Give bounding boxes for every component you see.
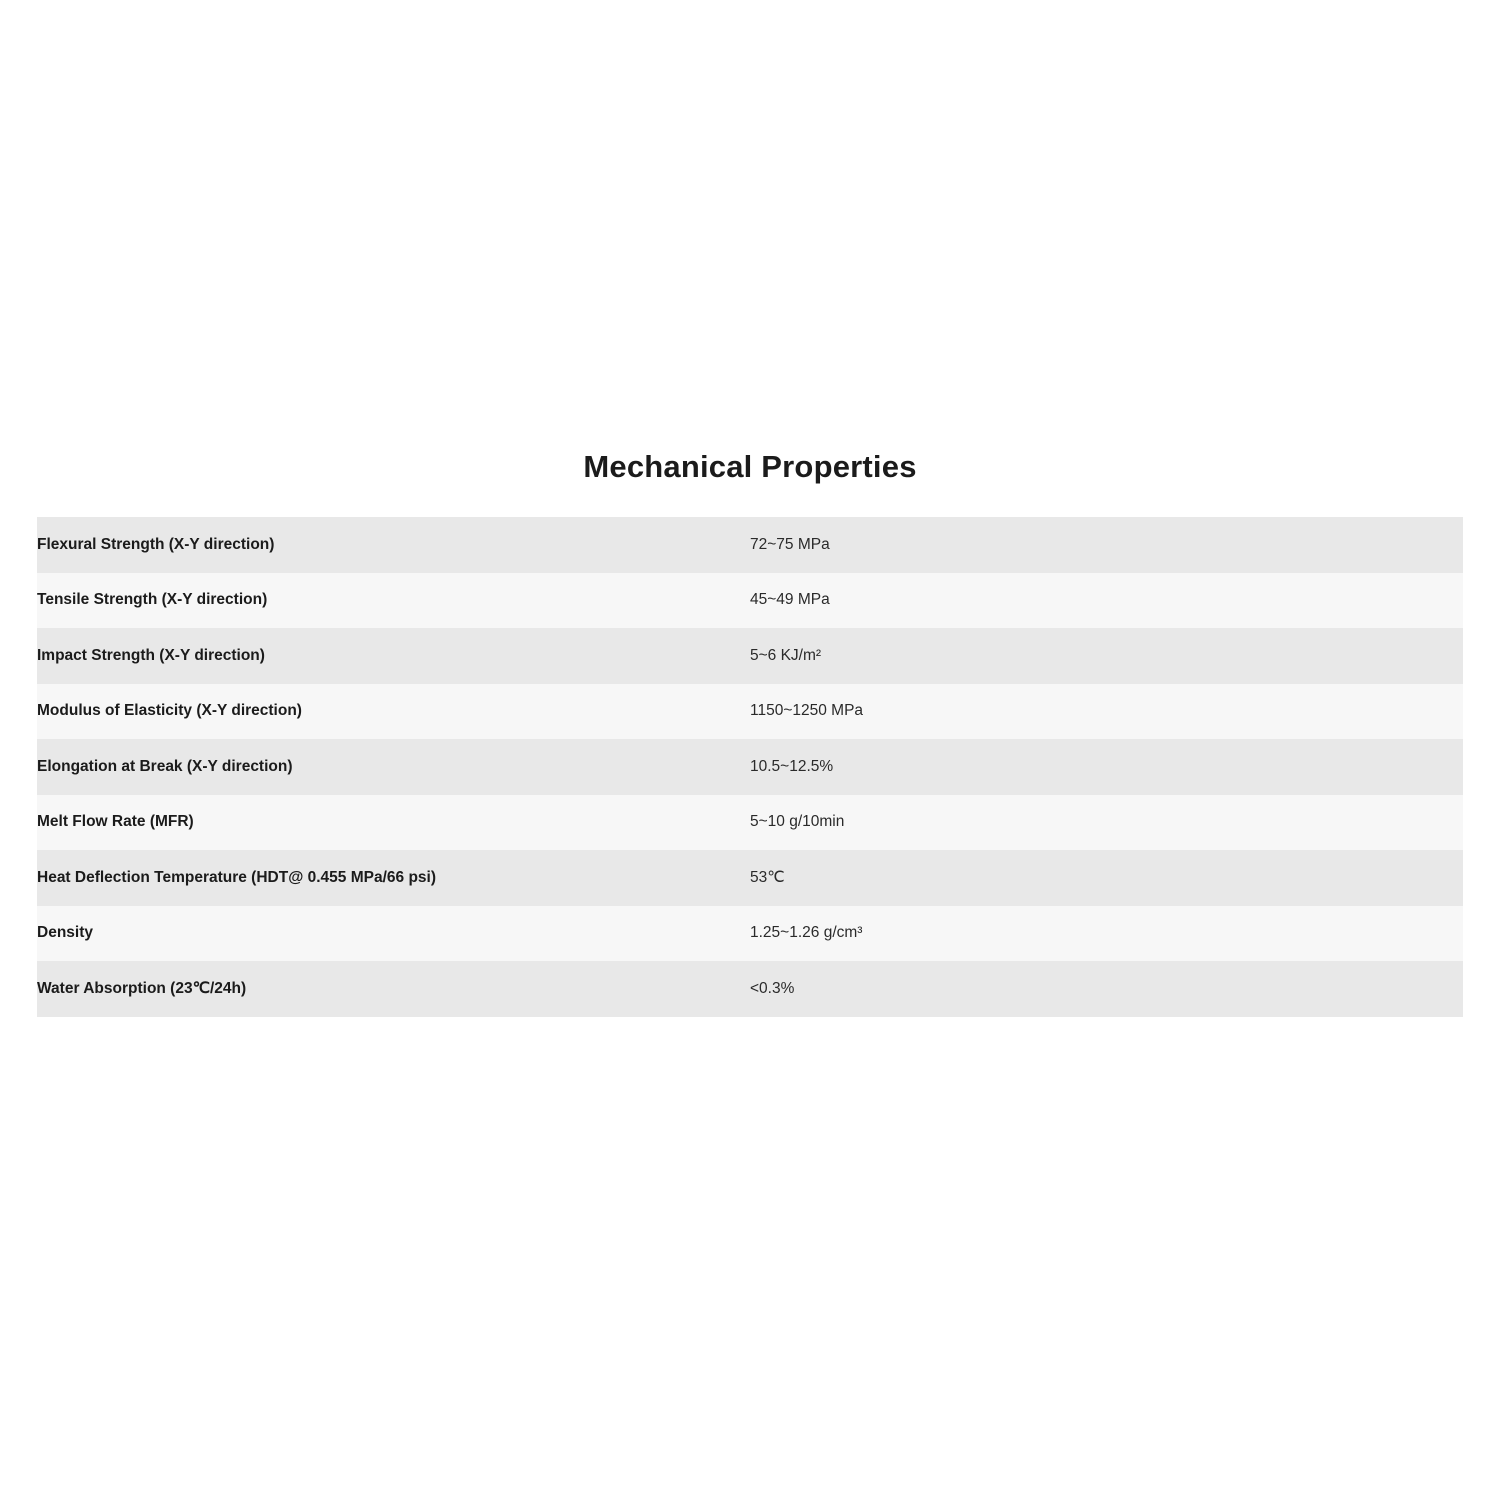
property-name-cell: Tensile Strength (X-Y direction) xyxy=(37,573,750,629)
mechanical-properties-section xyxy=(37,448,1463,1017)
property-value-cell: <0.3% xyxy=(750,961,1463,1017)
table-row xyxy=(37,850,1463,906)
property-value-cell: 72~75 MPa xyxy=(750,517,1463,573)
property-name-cell: Density xyxy=(37,906,750,962)
table-row xyxy=(37,906,1463,962)
table-row xyxy=(37,517,1463,573)
property-name-cell: Heat Deflection Temperature (HDT@ 0.455 MPa/66 psi) xyxy=(37,850,750,906)
property-name-cell: Flexural Strength (X-Y direction) xyxy=(37,517,750,573)
property-name-cell: Water Absorption (23℃/24h) xyxy=(37,961,750,1017)
property-value-cell: 53℃ xyxy=(750,850,1463,906)
property-value-cell: 5~6 KJ/m² xyxy=(750,628,1463,684)
property-value-cell: 1.25~1.26 g/cm³ xyxy=(750,906,1463,962)
mechanical-properties-table xyxy=(37,517,1463,1017)
property-value-cell: 1150~1250 MPa xyxy=(750,684,1463,740)
property-value-cell: 10.5~12.5% xyxy=(750,739,1463,795)
property-value-cell: 45~49 MPa xyxy=(750,573,1463,629)
property-name-cell: Melt Flow Rate (MFR) xyxy=(37,795,750,851)
table-row xyxy=(37,795,1463,851)
table-row xyxy=(37,684,1463,740)
property-name-cell: Impact Strength (X-Y direction) xyxy=(37,628,750,684)
table-row xyxy=(37,739,1463,795)
property-name-cell: Elongation at Break (X-Y direction) xyxy=(37,739,750,795)
property-value-cell: 5~10 g/10min xyxy=(750,795,1463,851)
property-name-cell: Modulus of Elasticity (X-Y direction) xyxy=(37,684,750,740)
table-row xyxy=(37,573,1463,629)
section-title: Mechanical Properties xyxy=(583,449,917,484)
table-body xyxy=(37,517,1463,1017)
table-row xyxy=(37,961,1463,1017)
table-row xyxy=(37,628,1463,684)
